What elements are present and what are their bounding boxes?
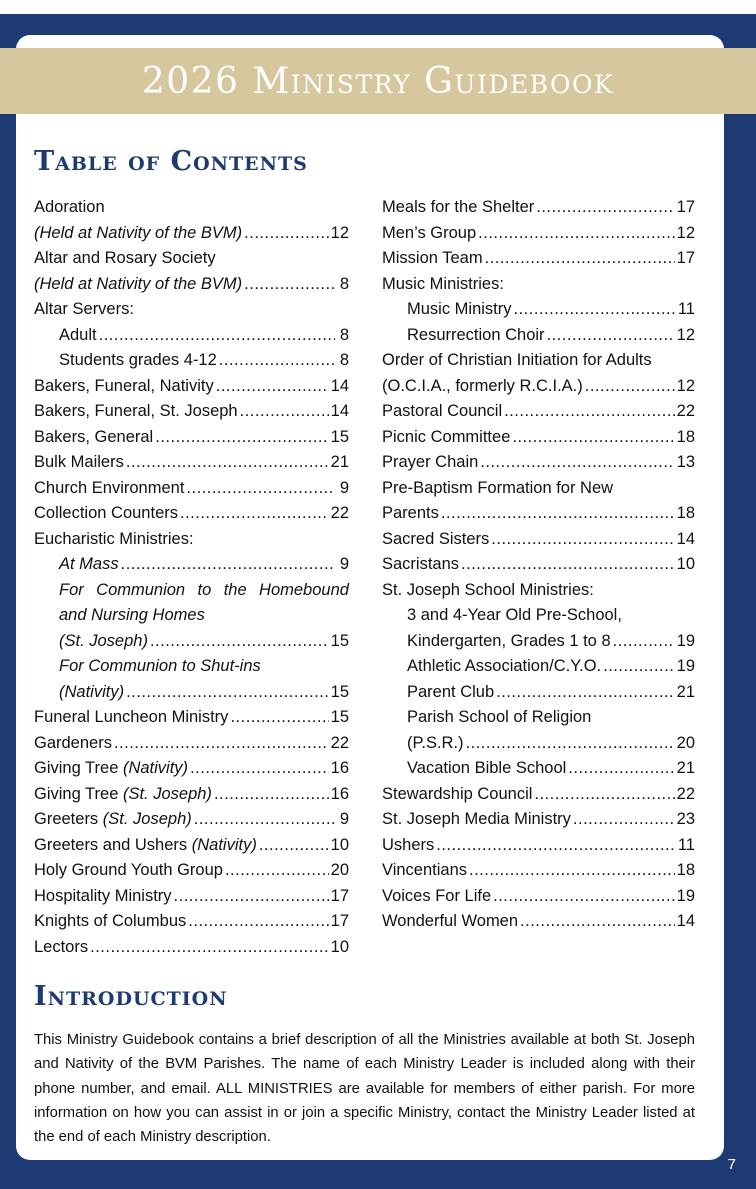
toc-entry-title [407, 756, 566, 782]
toc-entry [34, 476, 349, 502]
toc-entry-title [59, 654, 261, 680]
toc-entry [34, 705, 349, 731]
dot-leader [216, 374, 329, 400]
toc-entry [382, 323, 695, 349]
toc-entry [382, 374, 695, 400]
toc-entry-text: Ushers [382, 835, 435, 854]
toc-entry [382, 756, 695, 782]
toc-entry-page: 15 [330, 682, 349, 701]
toc-entry-text: Music Ministries: [382, 274, 504, 293]
toc-entry-text: Mission Team [382, 249, 483, 267]
toc-entry-italic: (St. Joseph) [102, 810, 192, 828]
toc-entry [34, 272, 349, 298]
toc-entry [382, 552, 695, 578]
toc-entry-title [407, 629, 611, 655]
toc-entry-title [407, 603, 622, 629]
toc-entry-text: Pastoral Council [382, 402, 503, 420]
toc-entry-page: 16 [330, 784, 349, 803]
toc-entry [34, 909, 349, 935]
toc-entry-text: Parish School of Religion [407, 708, 592, 726]
toc-entry [382, 858, 695, 884]
toc-entry [382, 399, 695, 425]
toc-entry [34, 450, 349, 476]
dot-leader [485, 246, 675, 272]
toc-entry-text: Hospitality Ministry [34, 886, 172, 905]
toc-entry [382, 425, 695, 451]
toc-entry-page: 17 [676, 249, 695, 267]
toc-entry-text: Meals for the Shelter [382, 198, 535, 216]
dot-leader [491, 527, 674, 553]
toc-entry-title [59, 323, 97, 349]
toc-entry-title [34, 909, 186, 935]
toc-entry-page: 21 [330, 453, 349, 471]
toc-entry-text: (P.S.R.) [407, 733, 464, 752]
toc-entry-text: Giving Tree [34, 759, 123, 777]
toc-entry-text: Resurrection Choir [407, 325, 545, 344]
toc-entry-text: Pre-Baptism Formation for New [382, 478, 614, 497]
dot-leader [126, 680, 329, 706]
guidebook-title: 2026 Ministry Guidebook [141, 60, 615, 102]
toc-entry-title [382, 552, 459, 578]
toc-entry [382, 654, 695, 680]
dot-leader [478, 221, 674, 247]
toc-left-column [34, 195, 349, 960]
toc-entry-text: Vacation Bible School [407, 759, 567, 777]
dot-leader [504, 399, 675, 425]
toc-entry-title [34, 833, 257, 859]
toc-entry-page: 14 [676, 912, 695, 930]
toc-entry-title [34, 272, 242, 298]
toc-entry-title [382, 501, 439, 527]
toc-entry [382, 705, 695, 731]
toc-entry [34, 578, 349, 604]
toc-entry-text: Church Environment [34, 478, 185, 497]
toc-entry [34, 629, 349, 655]
toc-entry-page: 22 [330, 733, 349, 752]
toc-entry-page: 15 [330, 427, 349, 446]
toc-entry [34, 935, 349, 961]
toc-entry-page: 9 [339, 555, 349, 573]
toc-entry-page: 20 [330, 861, 349, 879]
toc-entry [34, 297, 349, 323]
toc-entry-title [382, 527, 489, 553]
toc-entry-text: Funeral Luncheon Ministry [34, 708, 229, 726]
toc-entry-title [382, 782, 532, 808]
title-banner [0, 48, 756, 114]
toc-entry-italic: (Nativity) [191, 835, 257, 854]
toc-entry-page: 10 [676, 555, 695, 573]
toc-entry-title [34, 399, 238, 425]
dot-leader [480, 450, 674, 476]
dot-leader [469, 858, 675, 884]
toc-entry-title [34, 756, 188, 782]
toc-entry-page: 23 [676, 810, 695, 828]
dot-leader [99, 323, 335, 349]
dot-leader [466, 731, 675, 757]
page-number: 7 [727, 1156, 736, 1173]
toc-entry-italic: (St. Joseph) [122, 784, 212, 803]
toc-entry [34, 552, 349, 578]
toc-entry [34, 680, 349, 706]
dot-leader [603, 654, 675, 680]
introduction-heading: Introduction [34, 981, 228, 1012]
dot-leader [188, 909, 328, 935]
toc-entry-page: 11 [677, 300, 695, 318]
toc-entry [34, 527, 349, 553]
toc-entry [34, 858, 349, 884]
dot-leader [534, 782, 674, 808]
toc-entry-title [382, 425, 510, 451]
toc-entry-text: Voices For Life [382, 886, 492, 905]
toc-entry-text: Men’s Group [382, 223, 477, 242]
toc-entry-title [34, 858, 223, 884]
toc-entry-title [34, 221, 242, 247]
toc-entry-title [34, 731, 112, 757]
toc-entry [382, 246, 695, 272]
toc-entry-text: Eucharistic Ministries: [34, 529, 194, 548]
toc-entry-page: 16 [330, 759, 349, 777]
toc-entry-title [34, 374, 214, 400]
toc-entry-title [382, 833, 434, 859]
toc-entry-page: 17 [676, 198, 695, 216]
dot-leader [114, 731, 329, 757]
toc-entry [34, 399, 349, 425]
toc-entry-page: 22 [330, 504, 349, 522]
toc-entry [34, 323, 349, 349]
toc-entry-italic-word: to [197, 580, 212, 599]
toc-entry-text: Stewardship Council [382, 784, 533, 803]
toc-entry [382, 629, 695, 655]
toc-entry-page: 10 [330, 937, 349, 956]
toc-entry-text: Prayer Chain [382, 453, 479, 471]
toc-entry-title [34, 807, 192, 833]
toc-entry [382, 578, 695, 604]
toc-entry-text: Giving Tree [34, 784, 123, 803]
introduction-text: This Ministry Guidebook contains a brief description of all the Ministries available at both St. Joseph and Nativity of the BVM Parishes. The name of each Ministry Leader is included along with their phone number, and email. ALL MINISTRIES are available for members of either parish. For more information on how you can assist in or join a specific Ministry, contact the Ministry Leader listed at the end of each Ministry description. [34, 1032, 695, 1146]
toc-entry-page: 18 [676, 861, 695, 879]
toc-entry-text: Collection Counters [34, 504, 178, 522]
toc-entry-title [407, 654, 601, 680]
toc-entry-text: Students grades 4-12 [59, 351, 217, 369]
toc-entry-page: 12 [676, 325, 695, 344]
toc-entry-text: Holy Ground Youth Group [34, 861, 223, 879]
toc-entry [382, 884, 695, 910]
toc-entry-text: Sacred Sisters [382, 529, 490, 548]
toc-entry-title [382, 399, 502, 425]
toc-entry-title [407, 323, 545, 349]
toc-entry [34, 246, 349, 272]
dot-leader [155, 425, 328, 451]
toc-entry-title [382, 476, 613, 502]
dot-leader [496, 680, 675, 706]
dot-leader [126, 450, 329, 476]
toc-entry-text: Athletic Association/C.Y.O. [407, 657, 602, 675]
toc-entry-page: 12 [330, 223, 349, 242]
toc-entry-page: 21 [676, 759, 695, 777]
toc-entry-title [34, 884, 172, 910]
toc-entry-text: Bakers, Funeral, Nativity [34, 376, 214, 395]
dot-leader [186, 476, 335, 502]
toc-entry-page: 12 [676, 376, 695, 395]
toc-entry-text: Sacristans [382, 555, 460, 573]
toc-entry [382, 680, 695, 706]
top-strip [0, 0, 756, 14]
toc-entry-italic-word: Communion [96, 580, 186, 599]
toc-entry [34, 221, 349, 247]
toc-entry-italic-word: the [223, 580, 247, 599]
toc-entry-page: 14 [676, 529, 695, 548]
toc-entry-title [407, 731, 464, 757]
toc-entry-text: Vincentians [382, 861, 468, 879]
toc-entry [382, 527, 695, 553]
dot-leader [121, 552, 335, 578]
toc-entry [34, 756, 349, 782]
dot-leader [219, 348, 335, 374]
dot-leader [568, 756, 674, 782]
dot-leader [441, 501, 675, 527]
toc-entry [382, 501, 695, 527]
toc-entry-title [382, 858, 467, 884]
toc-entry-title [34, 705, 228, 731]
toc-entry-text: (O.C.I.A., formerly R.C.I.A.) [382, 376, 583, 395]
toc-entry-title [382, 195, 534, 221]
toc-entry-page: 11 [677, 835, 695, 854]
toc-entry-page: 12 [676, 223, 695, 242]
toc-entry [34, 425, 349, 451]
toc-entry-page: 15 [330, 631, 349, 650]
toc-entry-text: 3 and 4-Year Old Pre-School, [407, 606, 622, 624]
toc-entry-page: 21 [676, 682, 695, 701]
toc-entry-text: St. Joseph School Ministries: [382, 580, 594, 599]
toc-entry-page: 14 [330, 376, 349, 395]
toc-entry-page: 22 [676, 402, 695, 420]
toc-entry [34, 782, 349, 808]
toc-right-column [382, 195, 695, 935]
toc-heading: Table of Contents [34, 146, 308, 177]
toc-entry-italic: and Nursing Homes [59, 606, 205, 624]
toc-entry-page: 8 [339, 351, 349, 369]
toc-entry [382, 909, 695, 935]
toc-entry-text: Parent Club [407, 682, 495, 701]
toc-entry-title [59, 348, 217, 374]
toc-entry [34, 833, 349, 859]
toc-entry-title [34, 935, 88, 961]
toc-entry-title [382, 221, 476, 247]
dot-leader [230, 705, 328, 731]
dot-leader [214, 782, 329, 808]
toc-entry-title [382, 909, 518, 935]
toc-entry-page: 20 [676, 733, 695, 752]
dot-leader [573, 807, 675, 833]
toc-entry-title [59, 680, 124, 706]
toc-entry-title [382, 348, 652, 374]
toc-entry-italic: For Communion to Shut-ins [59, 657, 261, 675]
toc-entry-page: 18 [676, 427, 695, 446]
toc-entry-page: 13 [676, 453, 695, 471]
dot-leader [244, 221, 328, 247]
toc-entry-italic: (Held at Nativity of the BVM) [34, 223, 243, 242]
toc-entry-page: 10 [330, 835, 349, 854]
dot-leader [225, 858, 329, 884]
toc-entry-page: 19 [676, 886, 695, 905]
toc-entry-text: Picnic Committee [382, 427, 511, 446]
dot-leader [585, 374, 675, 400]
toc-entry-italic-word: For [59, 580, 84, 599]
toc-entry-page: 15 [330, 708, 349, 726]
toc-entry [382, 297, 695, 323]
toc-entry [34, 501, 349, 527]
toc-entry [34, 654, 349, 680]
toc-entry-text: Order of Christian Initiation for Adults [382, 351, 652, 369]
toc-entry [382, 603, 695, 629]
toc-entry-text: St. Joseph Media Ministry [382, 810, 571, 828]
toc-entry-italic: (St. Joseph) [59, 631, 148, 650]
toc-entry-text: Bakers, Funeral, St. Joseph [34, 402, 238, 420]
toc-entry-text: Adult [59, 325, 97, 344]
dot-leader [190, 756, 329, 782]
toc-entry-title [407, 297, 512, 323]
toc-entry-title [382, 884, 491, 910]
toc-entry-text: Bulk Mailers [34, 453, 124, 471]
dot-leader [180, 501, 329, 527]
dot-leader [514, 297, 676, 323]
toc-entry-page: 8 [339, 274, 349, 293]
dot-leader [493, 884, 675, 910]
dot-leader [461, 552, 675, 578]
toc-entry-title [59, 552, 119, 578]
toc-entry-page: 22 [676, 784, 695, 803]
toc-entry-italic: (Nativity) [59, 682, 125, 701]
toc-entry [382, 833, 695, 859]
dot-leader [512, 425, 674, 451]
toc-entry-title [382, 807, 571, 833]
toc-entry [34, 374, 349, 400]
dot-leader [547, 323, 675, 349]
toc-entry [382, 476, 695, 502]
toc-entry [382, 807, 695, 833]
toc-entry-title [34, 195, 105, 221]
dot-leader [259, 833, 329, 859]
toc-entry-title [382, 374, 583, 400]
toc-entry-italic: (Held at Nativity of the BVM) [34, 274, 243, 293]
dot-leader [613, 629, 675, 655]
toc-entry-title [382, 272, 504, 298]
dot-leader [244, 272, 335, 298]
toc-entry-title [59, 578, 349, 604]
dot-leader [194, 807, 335, 833]
toc-entry-text: Lectors [34, 937, 89, 956]
toc-entry-text: Greeters and Ushers [34, 835, 192, 854]
toc-entry-title [34, 527, 194, 553]
toc-entry-page: 8 [339, 325, 349, 344]
toc-entry-italic: (Nativity) [122, 759, 189, 777]
dot-leader [90, 935, 329, 961]
toc-entry-title [59, 603, 205, 629]
toc-entry-title [407, 680, 494, 706]
toc-entry-title [407, 705, 591, 731]
toc-entry [34, 603, 349, 629]
toc-entry-text: Knights of Columbus [34, 912, 187, 930]
toc-entry-italic-word: Homebound [259, 580, 349, 599]
toc-entry-title [34, 501, 178, 527]
toc-entry-page: 9 [339, 810, 349, 828]
toc-entry-text: Altar and Rosary Society [34, 249, 216, 267]
toc-entry-text: Greeters [34, 810, 103, 828]
toc-entry [382, 731, 695, 757]
toc-entry [34, 884, 349, 910]
dot-leader [150, 629, 329, 655]
toc-entry [382, 782, 695, 808]
toc-entry-page: 14 [330, 402, 349, 420]
toc-entry [34, 807, 349, 833]
toc-entry [34, 195, 349, 221]
toc-entry-text: Altar Servers: [34, 300, 134, 318]
dot-leader [536, 195, 674, 221]
toc-entry-page: 17 [330, 912, 349, 930]
toc-entry-text: Kindergarten, Grades 1 to 8 [407, 631, 611, 650]
toc-entry-title [59, 629, 148, 655]
toc-entry-title [34, 450, 124, 476]
toc-entry-title [34, 297, 134, 323]
toc-entry-title [34, 782, 212, 808]
toc-entry-title [382, 578, 594, 604]
dot-leader [240, 399, 329, 425]
dot-leader [436, 833, 676, 859]
dot-leader [520, 909, 675, 935]
toc-entry [34, 731, 349, 757]
toc-entry-text: Adoration [34, 198, 105, 216]
toc-entry [382, 348, 695, 374]
toc-entry-italic: At Mass [59, 555, 119, 573]
toc-entry-page: 18 [676, 504, 695, 522]
toc-entry-title [34, 476, 184, 502]
toc-entry-text: Gardeners [34, 733, 112, 752]
toc-entry-page: 9 [339, 478, 349, 497]
toc-entry-title [382, 450, 478, 476]
toc-entry-text: Music Ministry [407, 300, 512, 318]
toc-entry-page: 19 [676, 657, 695, 675]
toc-entry-text: Parents [382, 504, 439, 522]
dot-leader [174, 884, 329, 910]
toc-entry-text: Bakers, General [34, 427, 154, 446]
toc-entry [382, 195, 695, 221]
toc-entry-page: 19 [676, 631, 695, 650]
toc-entry-text: Wonderful Women [382, 912, 519, 930]
toc-entry-title [34, 246, 216, 272]
toc-entry-title [382, 246, 483, 272]
toc-entry [382, 221, 695, 247]
toc-entry-page: 17 [330, 886, 349, 905]
toc-entry [34, 348, 349, 374]
toc-entry [382, 450, 695, 476]
toc-entry [382, 272, 695, 298]
toc-entry-title [34, 425, 153, 451]
